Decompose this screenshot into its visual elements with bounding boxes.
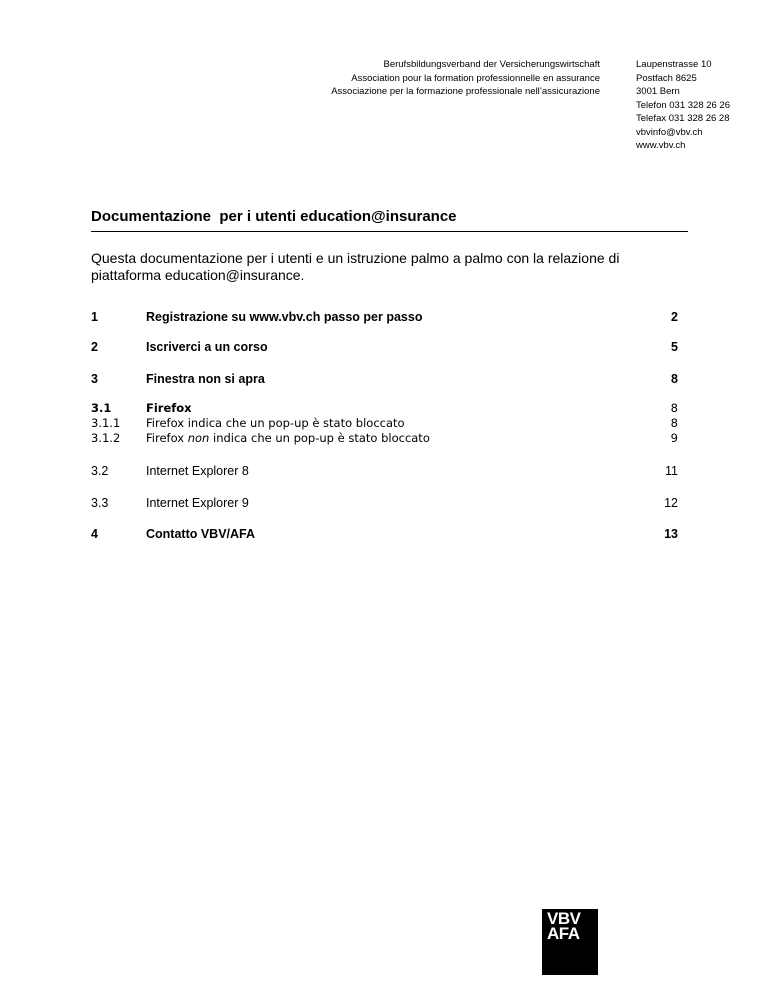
- toc-title-prefix: Firefox: [146, 431, 188, 445]
- address-email: vbvinfo@vbv.ch: [636, 126, 703, 138]
- toc-page: 12: [664, 496, 678, 510]
- org-name-de: Berufsbildungsverband der Versicherungswirtschaft: [383, 59, 600, 70]
- address-block: [636, 58, 730, 153]
- address-street: Laupenstrasse 10: [636, 59, 712, 70]
- toc-number: 3.2: [91, 464, 109, 478]
- toc-title: Firefox: [146, 401, 192, 415]
- toc-title: Contatto VBV/AFA: [146, 527, 256, 541]
- toc-number: 2: [91, 340, 98, 354]
- toc-entry[interactable]: [91, 401, 678, 416]
- toc-page: 13: [664, 527, 678, 541]
- toc-number: 1: [91, 310, 98, 324]
- toc-title: Finestra non si apra: [146, 372, 265, 386]
- address-postbox: Postfach 8625: [636, 72, 697, 84]
- toc-title: Iscriverci a un corso: [146, 340, 268, 354]
- toc-title-emphasis: non: [187, 431, 210, 445]
- toc-number: 3.1: [91, 401, 112, 415]
- toc-subsection-group: [91, 401, 678, 446]
- toc-number: 4: [91, 527, 98, 541]
- logo-line-2: AFA: [547, 924, 580, 943]
- toc-title-suffix: indica che un pop-up è stato bloccato: [209, 431, 430, 445]
- logo-wordmark: [547, 911, 580, 941]
- intro-paragraph: Questa documentazione per i utenti e un istruzione palmo a palmo con la relazione di piattaforma education@insurance.: [91, 250, 620, 283]
- toc-number: 3: [91, 372, 98, 386]
- toc-page: 11: [665, 464, 678, 478]
- toc-page: 8: [671, 372, 678, 386]
- toc-number: 3.3: [91, 496, 109, 510]
- document-title: Documentazione per i utenti education@insurance: [91, 208, 688, 232]
- address-city: 3001 Bern: [636, 86, 680, 97]
- toc-title: Registrazione su www.vbv.ch passo per passo: [146, 310, 423, 324]
- toc-number: 3.1.2: [91, 431, 121, 445]
- vbv-afa-logo: [542, 909, 598, 975]
- toc-page: 9: [670, 431, 678, 445]
- org-name-fr: Association pour la formation professionnelle en assurance: [351, 72, 600, 84]
- toc-page: 2: [671, 310, 678, 324]
- address-fax: Telefax 031 328 26 28: [636, 113, 730, 124]
- toc-entry[interactable]: [91, 416, 678, 431]
- toc-title: [146, 431, 430, 446]
- toc-title: Internet Explorer 9: [146, 496, 249, 510]
- toc-number: 3.1.1: [91, 416, 121, 430]
- address-website: www.vbv.ch: [636, 140, 686, 151]
- toc-title: Firefox indica che un pop-up è stato bloccato: [146, 416, 405, 430]
- toc-entry[interactable]: [91, 431, 678, 446]
- toc-page: 8: [670, 401, 678, 415]
- toc-title: Internet Explorer 8: [146, 464, 249, 478]
- address-phone: Telefon 031 328 26 26: [636, 99, 731, 111]
- logo-line-1: VBV: [547, 909, 581, 928]
- org-name-it: Associazione per la formazione professionale nell’assicurazione: [331, 86, 600, 97]
- toc-page: 5: [671, 340, 678, 354]
- toc-page: 8: [670, 416, 678, 430]
- organization-names: [331, 58, 600, 99]
